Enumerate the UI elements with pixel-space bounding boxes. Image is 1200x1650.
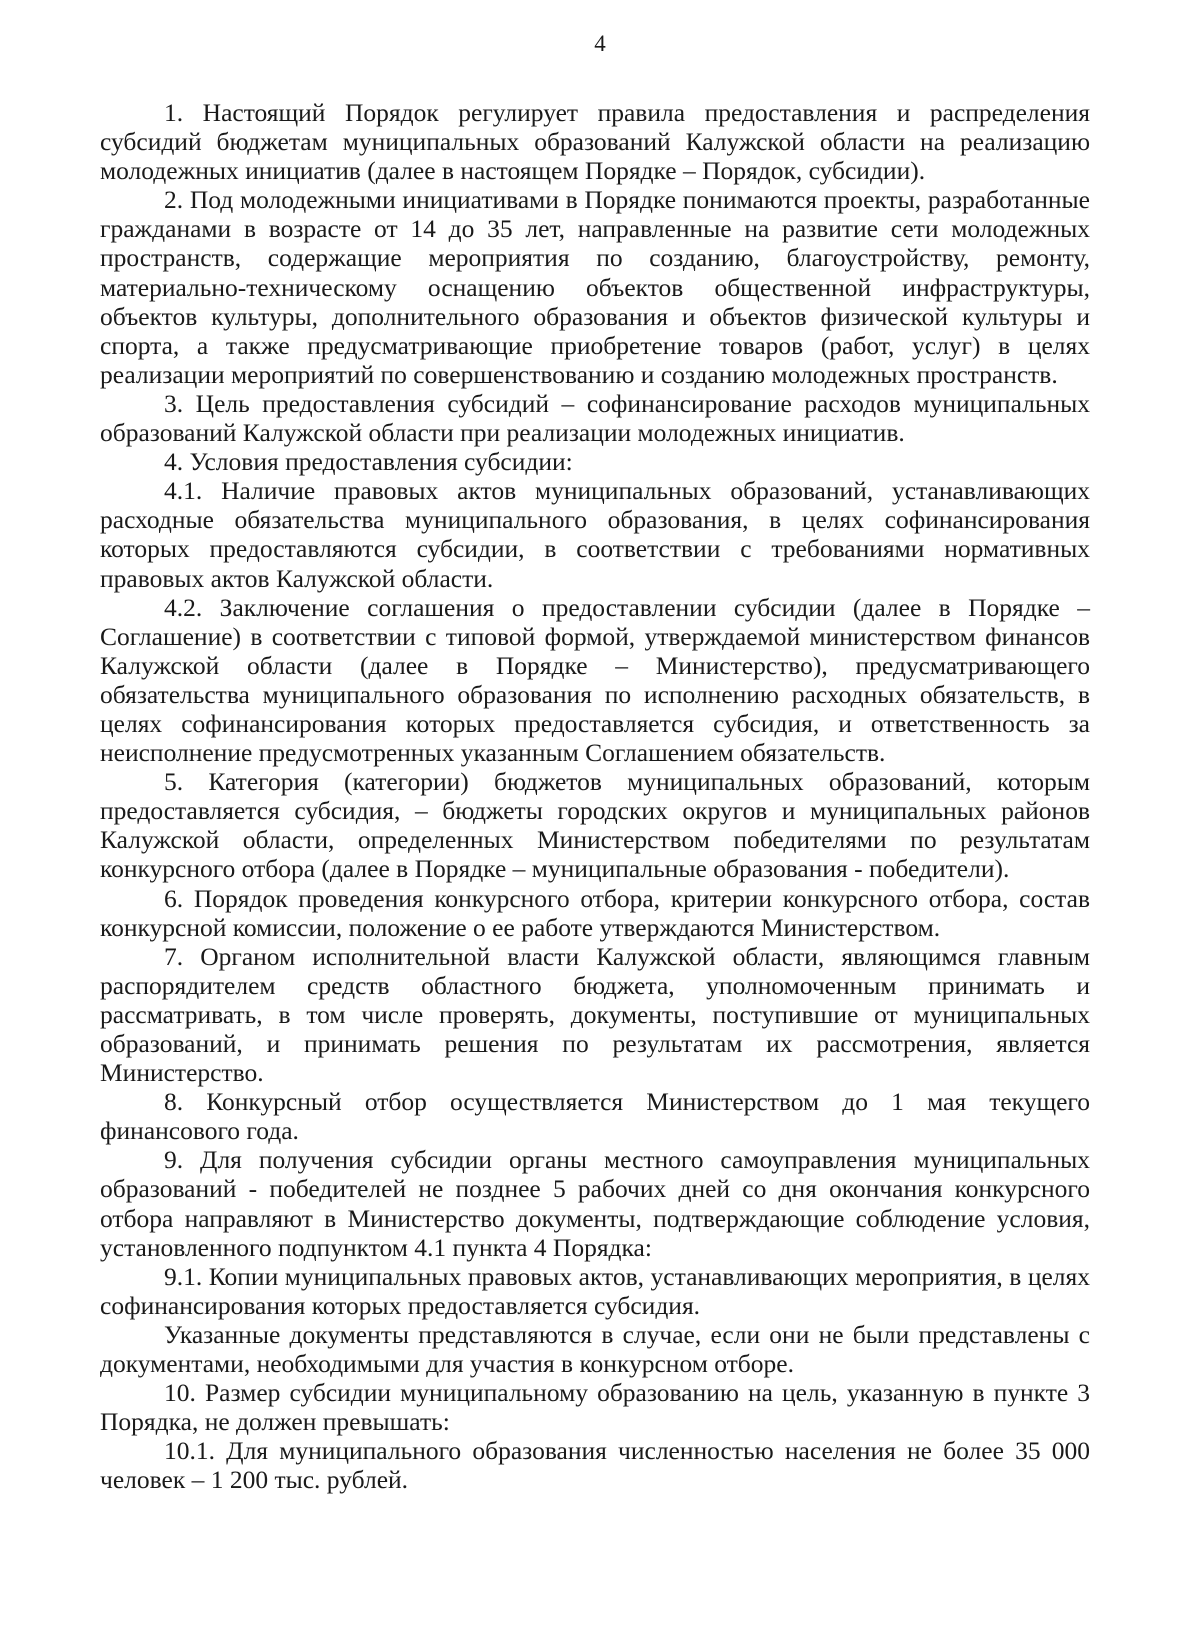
paragraph-8: 8. Конкурсный отбор осуществляется Министерством до 1 мая текущего финансового года. — [100, 1087, 1090, 1146]
paragraph-10: 10. Размер субсидии муниципальному образованию на цель, указанную в пункте 3 Порядка, не должен превышать: — [100, 1378, 1090, 1437]
page-number: 4 — [594, 31, 606, 56]
paragraph-1: 1. Настоящий Порядок регулирует правила предоставления и распределения субсидий бюджетам муниципальных образований Калужской области на реализацию молодежных инициатив (далее в настоящем Порядке – Порядок, субсидии). — [100, 98, 1090, 186]
paragraph-4: 4. Условия предоставления субсидии: — [164, 447, 573, 477]
paragraph-4-2: 4.2. Заключение соглашения о предоставлении субсидии (далее в Порядке – Соглашение) в соответствии с типовой формой, утверждаемой министерством финансов Калужской области (далее в Порядке – Министерство), предусматривающего обязательства муниципального образования по исполнению расходных обязательств, в целях софинансирования которых предоставляется субсидия, и ответственность за неисполнение предусмотренных указанным Соглашением обязательств. — [100, 592, 1090, 768]
paragraph-9-1: 9.1. Копии муниципальных правовых актов, устанавливающих мероприятия, в целях софинансирования которых предоставляется субсидия. — [100, 1261, 1090, 1320]
paragraph-documents-note: Указанные документы представляются в случае, если они не были представлены с документами, необходимыми для участия в конкурсном отборе. — [100, 1319, 1090, 1379]
paragraph-6: 6. Порядок проведения конкурсного отбора, критерии конкурсного отбора, состав конкурсной комиссии, положение о ее работе утверждаются Министерством. — [100, 883, 1090, 942]
paragraph-3: 3. Цель предоставления субсидий – софинансирование расходов муниципальных образований Калужской области при реализации молодежных инициатив. — [100, 388, 1090, 448]
paragraph-10-1: 10.1. Для муниципального образования численностью населения не более 35 000 человек – 1 200 тыс. рублей. — [100, 1436, 1090, 1495]
paragraph-5: 5. Категория (категории) бюджетов муниципальных образований, которым предоставляется субсидия, – бюджеты городских округов и муниципальных районов Калужской области, определенных Министерством победителями по результатам конкурсного отбора (далее в Порядке – муниципальные образования - победители). — [100, 767, 1090, 884]
paragraph-7: 7. Органом исполнительной власти Калужской области, являющимся главным распорядителем средств областного бюджета, уполномоченным принимать и рассматривать, в том числе проверять, документы, поступившие от муниципальных образований, и принимать решения по результатам их рассмотрения, является Министерство. — [100, 941, 1090, 1088]
paragraph-9: 9. Для получения субсидии органы местного самоуправления муниципальных образований - победителей не позднее 5 рабочих дней со дня окончания конкурсного отбора направляют в Министерство документы, подтверждающие соблюдение условия, установленного подпунктом 4.1 пункта 4 Порядка: — [100, 1145, 1090, 1262]
paragraph-4-1: 4.1. Наличие правовых актов муниципальных образований, устанавливающих расходные обязательства муниципального образования, в целях софинансирования которых предоставляются субсидии, в соответствии с требованиями нормативных правовых актов Калужской области. — [100, 476, 1090, 593]
document-body — [100, 98, 1090, 1495]
paragraph-2: 2. Под молодежными инициативами в Порядке понимаются проекты, разработанные гражданами в возрасте от 14 до 35 лет, направленные на развитие сети молодежных пространств, содержащие мероприятия по созданию, благоустройству, ремонту, материально-техническому оснащению объектов общественной инфраструктуры, объектов культуры, дополнительного образования и объектов физической культуры и спорта, а также предусматривающие приобретение товаров (работ, услуг) в целях реализации мероприятий по совершенствованию и созданию молодежных пространств. — [100, 185, 1090, 389]
